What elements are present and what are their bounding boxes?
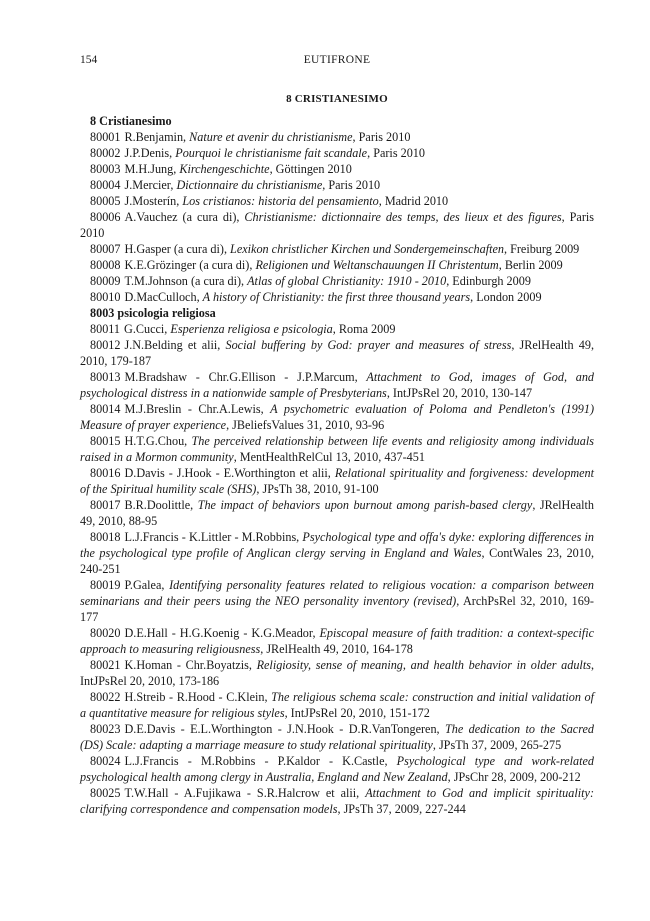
entry-details: , Paris 2010 — [80, 210, 595, 240]
entry-title: Esperienza religiosa e psicologia — [170, 322, 333, 336]
entry-code: 80010 — [90, 290, 121, 304]
entry-details: , MentHealthRelCul 13, 2010, 437-451 — [233, 450, 425, 464]
bibliography-entry — [80, 497, 594, 529]
entry-code: 80011 — [90, 322, 121, 336]
entry-authors: T.W.Hall - A.Fujikawa - S.R.Halcrow et alii, — [124, 786, 360, 800]
entry-title: Attachment to God and implicit spirituality: clarifying correspondence and compensation models — [80, 786, 595, 816]
entry-title: Psychological type and offa's dyke: exploring differences in the psychological type profile of Anglican clergy serving in England and Wales — [80, 530, 594, 560]
entry-details: , JPsTh 37, 2009, 265-275 — [432, 738, 562, 752]
entry-title: The dedication to the Sacred (DS) Scale: adapting a marriage measure to study relational spirituality — [80, 722, 594, 752]
entry-code: 80008 — [90, 258, 121, 272]
entry-details: , London 2009 — [470, 290, 542, 304]
entry-code: 80018 — [90, 530, 121, 544]
entry-authors: M.Bradshaw - Chr.G.Ellison - J.P.Marcum, — [124, 370, 358, 384]
entry-authors: K.Homan - Chr.Boyatzis, — [124, 658, 252, 672]
entry-code: 80019 — [90, 578, 121, 592]
entry-title: Episcopal measure of faith tradition: a context-specific approach to measuring religiousness — [80, 626, 594, 656]
bibliography-entry — [80, 529, 594, 577]
entry-authors: J.N.Belding et alii, — [124, 338, 221, 352]
entry-title: Christianisme: dictionnaire des temps, des lieux et des figures — [244, 210, 562, 224]
bibliography-entry — [80, 177, 594, 193]
journal-name: EUTIFRONE — [303, 54, 371, 66]
entry-code: 80016 — [90, 466, 121, 480]
entry-details: , JPsTh 37, 2009, 227-244 — [337, 802, 466, 816]
entry-details: , Paris 2010 — [352, 130, 411, 144]
entry-title: Dictionnaire du christianisme — [176, 178, 323, 192]
entry-authors: B.R.Doolittle, — [124, 498, 194, 512]
entry-authors: L.J.Francis - K.Littler - M.Robbins, — [124, 530, 300, 544]
entry-title: The impact of behaviors upon burnout among parish-based clergy — [197, 498, 533, 512]
bibliography-entry — [80, 625, 594, 657]
entry-details: , JBeliefsValues 31, 2010, 93-96 — [226, 418, 385, 432]
bibliography-entry — [80, 753, 594, 785]
bibliography-entry — [80, 369, 594, 401]
entry-details: , Edinburgh 2009 — [446, 274, 531, 288]
entry-details: , JPsTh 38, 2010, 91-100 — [256, 482, 379, 496]
bibliography-entry — [80, 193, 594, 209]
entry-details: , JPsChr 28, 2009, 200-212 — [447, 770, 581, 784]
entry-details: , IntJPsRel 20, 2010, 130-147 — [386, 386, 533, 400]
bibliography-entry — [80, 401, 594, 433]
entry-code: 80007 — [90, 242, 121, 256]
entry-title: Los cristianos: historia del pensamiento — [182, 194, 379, 208]
bibliography-entry — [80, 337, 594, 369]
entry-title: Social buffering by God: prayer and measures of stress — [225, 338, 512, 352]
entry-authors: D.E.Hall - H.G.Koenig - K.G.Meador, — [124, 626, 316, 640]
bibliography-entry — [80, 721, 594, 753]
entry-code: 80002 — [90, 146, 121, 160]
entry-title: Kirchengeschichte — [179, 162, 270, 176]
entry-details: , JRelHealth 49, 2010, 164-178 — [260, 642, 413, 656]
entry-authors: G.Cucci, — [124, 322, 168, 336]
entry-title: Identifying personality features related to religious vocation: a comparison between seminarians and their peers using the NEO personality inventory (revised) — [80, 578, 595, 608]
entry-title: Attachment to God, images of God, and psychological distress in a nationwide sample of Presbyterians — [80, 370, 595, 400]
bibliography-entry — [80, 321, 594, 337]
entry-details: , Freiburg 2009 — [503, 242, 580, 256]
entry-code: 80017 — [90, 498, 121, 512]
page-number: 154 — [80, 54, 98, 66]
entry-title: Religiosity, sense of meaning, and health behavior in older adults — [256, 658, 591, 672]
entry-authors: H.Gasper (a cura di), — [124, 242, 227, 256]
entry-code: 80009 — [90, 274, 121, 288]
entry-authors: M.J.Breslin - Chr.A.Lewis, — [124, 402, 264, 416]
entry-authors: T.M.Johnson (a cura di), — [124, 274, 245, 288]
bibliography-entry — [80, 273, 594, 289]
entry-details: , Madrid 2010 — [378, 194, 449, 208]
entry-details: , Paris 2010 — [322, 178, 381, 192]
entry-details: , Roma 2009 — [332, 322, 396, 336]
entry-details: , IntJPsRel 20, 2010, 151-172 — [284, 706, 430, 720]
bibliography-entry — [80, 289, 594, 305]
bibliography-entry — [80, 257, 594, 273]
entry-code: 80021 — [90, 658, 121, 672]
entry-title: Religionen und Weltanschauungen II Christentum — [255, 258, 499, 272]
bibliography-entry — [80, 657, 594, 689]
entry-details: , JRelHealth 49, 2010, 179-187 — [80, 338, 595, 368]
entry-authors: D.Davis - J.Hook - E.Worthington et alii, — [124, 466, 331, 480]
subsection-heading: 8 Cristianesimo — [90, 114, 172, 128]
entry-code: 80025 — [90, 786, 121, 800]
entry-details: , IntJPsRel 20, 2010, 173-186 — [80, 658, 594, 688]
entry-code: 80014 — [90, 402, 121, 416]
entry-code: 80022 — [90, 690, 121, 704]
entry-authors: H.Streib - R.Hood - C.Klein, — [124, 690, 268, 704]
entry-authors: M.H.Jung, — [124, 162, 177, 176]
bibliography-entry — [80, 433, 594, 465]
entry-authors: P.Galea, — [124, 578, 165, 592]
entry-details: , Paris 2010 — [367, 146, 425, 160]
entry-details: , JRelHealth 49, 2010, 88-95 — [80, 498, 595, 528]
entry-title: The perceived relationship between life events and religiosity among individuals raised in a Mormon community — [80, 434, 594, 464]
bibliography-list — [80, 113, 594, 817]
entry-title: The religious schema scale: construction and initial validation of a quantitative measure for religious styles — [80, 690, 595, 720]
entry-authors: A.Vauchez (a cura di), — [124, 210, 240, 224]
entry-details: , ContWales 23, 2010, 240-251 — [80, 546, 594, 576]
entry-code: 80001 — [90, 130, 121, 144]
bibliography-entry — [80, 129, 594, 145]
entry-code: 80003 — [90, 162, 121, 176]
section-heading: 8 CRISTIANESIMO — [286, 93, 388, 105]
subsection-heading: 8003 psicologia religiosa — [90, 306, 216, 320]
entry-authors: J.P.Denis, — [124, 146, 173, 160]
entry-code: 80015 — [90, 434, 121, 448]
entry-title: A history of Christianity: the first three thousand years — [202, 290, 471, 304]
bibliography-entry — [80, 241, 594, 257]
entry-title: Nature et avenir du christianisme — [189, 130, 353, 144]
entry-code: 80004 — [90, 178, 121, 192]
entry-authors: R.Benjamin, — [124, 130, 187, 144]
bibliography-entry — [80, 785, 594, 817]
entry-details: , ArchPsRel 32, 2010, 169-177 — [80, 594, 594, 624]
bibliography-entry — [80, 161, 594, 177]
entry-code: 80006 — [90, 210, 121, 224]
entry-code: 80024 — [90, 754, 121, 768]
entry-authors: H.T.G.Chou, — [124, 434, 188, 448]
entry-authors: L.J.Francis - M.Robbins - P.Kaldor - K.Castle, — [124, 754, 388, 768]
entry-title: A psychometric evaluation of Poloma and Pendleton's (1991) Measure of prayer experience — [80, 402, 595, 432]
entry-details: , Berlin 2009 — [498, 258, 563, 272]
entry-authors: D.MacCulloch, — [124, 290, 200, 304]
running-head — [80, 54, 594, 70]
entry-authors: J.Mosterín, — [124, 194, 180, 208]
bibliography-entry — [80, 689, 594, 721]
entry-authors: K.E.Grözinger (a cura di), — [124, 258, 253, 272]
bibliography-entry — [80, 145, 594, 161]
entry-authors: D.E.Davis - E.L.Worthington - J.N.Hook - D.R.VanTongeren, — [124, 722, 440, 736]
entry-code: 80020 — [90, 626, 121, 640]
entry-code: 80023 — [90, 722, 121, 736]
bibliography-entry — [80, 209, 594, 241]
entry-code: 80013 — [90, 370, 121, 384]
entry-code: 80005 — [90, 194, 121, 208]
entry-authors: J.Mercier, — [124, 178, 174, 192]
entry-title: Relational spirituality and forgiveness: development of the Spiritual humility scale (SHS) — [80, 466, 595, 496]
bibliography-entry — [80, 577, 594, 625]
entry-code: 80012 — [90, 338, 121, 352]
entry-title: Psychological type and work-related psychological health among clergy in Australia, England and New Zealand — [80, 754, 595, 784]
entry-title: Atlas of global Christianity: 1910 - 2010 — [247, 274, 447, 288]
entry-title: Pourquoi le christianisme fait scandale — [175, 146, 368, 160]
entry-title: Lexikon christlicher Kirchen und Sondergemeinschaften — [230, 242, 504, 256]
bibliography-entry — [80, 465, 594, 497]
entry-details: , Göttingen 2010 — [269, 162, 352, 176]
